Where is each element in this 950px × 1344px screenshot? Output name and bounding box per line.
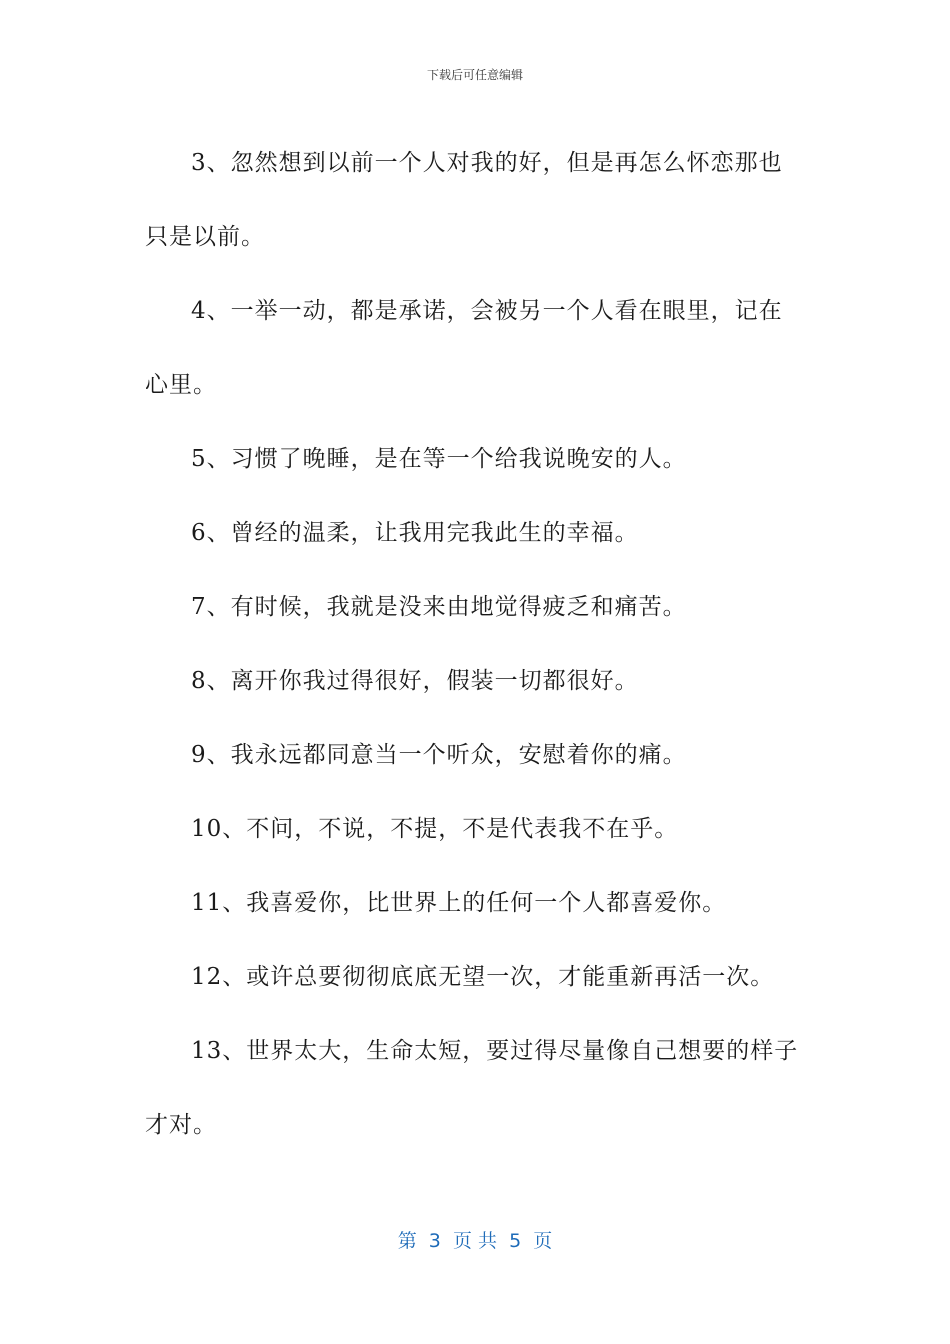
paragraph: 12、或许总要彻彻底底无望一次，才能重新再活一次。 <box>191 964 775 990</box>
paragraph: 6、曾经的温柔，让我用完我此生的幸福。 <box>191 520 639 546</box>
paragraph: 7、有时候，我就是没来由地觉得疲乏和痛苦。 <box>191 594 687 620</box>
paragraph: 4、一举一动，都是承诺，会被另一个人看在眼里，记在心里。 <box>145 298 783 398</box>
page-number-footer: 第 3 页 共 5 页 <box>397 1230 553 1252</box>
paragraph: 10、不问，不说，不提，不是代表我不在乎。 <box>191 816 679 842</box>
paragraph: 5、习惯了晚睡，是在等一个给我说晚安的人。 <box>191 446 687 472</box>
paragraph: 8、离开你我过得很好，假装一切都很好。 <box>191 668 639 694</box>
document-body <box>145 126 805 1162</box>
paragraph: 13、世界太大，生命太短，要过得尽量像自己想要的样子才对。 <box>145 1038 799 1138</box>
page-header-note: 下载后可任意编辑 <box>426 68 523 82</box>
paragraph: 11、我喜爱你，比世界上的任何一个人都喜爱你。 <box>191 890 727 916</box>
paragraph: 9、我永远都同意当一个听众，安慰着你的痛。 <box>191 742 687 768</box>
paragraph: 3、忽然想到以前一个人对我的好，但是再怎么怀恋那也只是以前。 <box>145 150 783 250</box>
